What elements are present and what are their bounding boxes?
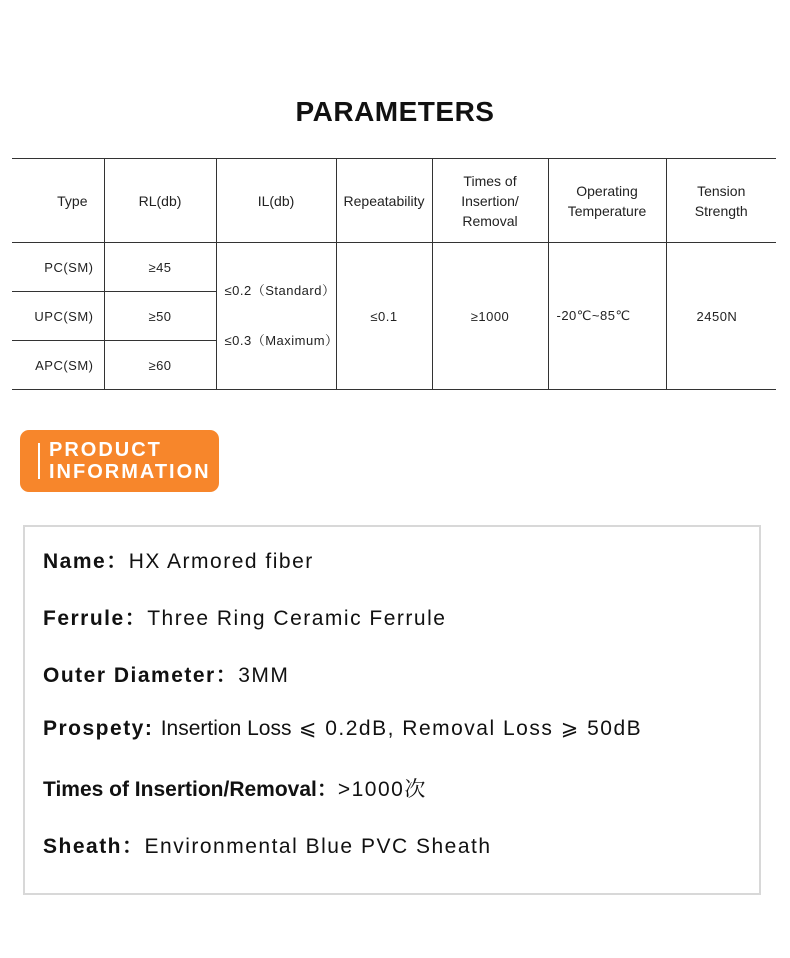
info-ferrule — [43, 602, 446, 632]
product-information-badge — [20, 430, 219, 492]
header-rl: RL(db) — [104, 159, 216, 243]
header-temp-line2: Temperature — [567, 202, 647, 219]
badge-text — [49, 439, 211, 483]
ferrule-value: Three Ring Ceramic Ferrule — [147, 607, 447, 630]
temperature-cell: -20℃~85℃ — [548, 243, 666, 390]
info-sheath — [43, 830, 492, 860]
info-prospety — [43, 716, 642, 741]
header-times-line1: Times of — [463, 172, 517, 189]
rl-cell: ≥50 — [104, 292, 216, 341]
type-cell: PC(SM) — [12, 243, 104, 292]
il-maximum: ≤0.3（Maximum） — [224, 333, 339, 348]
header-times — [432, 159, 548, 243]
page-title: PARAMETERS — [295, 96, 495, 127]
rl-cell: ≥60 — [104, 341, 216, 390]
sheath-label: Sheath： — [43, 835, 145, 858]
name-value: HX Armored fiber — [128, 550, 314, 573]
times-label: Times of Insertion/Removal： — [43, 778, 338, 801]
type-cell: UPC(SM) — [12, 292, 104, 341]
header-type: Type — [12, 159, 104, 243]
type-cell: APC(SM) — [12, 341, 104, 390]
diameter-value: 3MM — [238, 664, 290, 687]
rl-cell: ≥45 — [104, 243, 216, 292]
product-info-box — [23, 525, 761, 895]
sheath-value: Environmental Blue PVC Sheath — [144, 835, 492, 858]
table-row — [12, 243, 776, 292]
prospety-label: Prospety: — [43, 717, 161, 740]
badge-line1: PRODUCT — [49, 439, 162, 461]
badge-line2: INFORMATION — [49, 461, 211, 483]
diameter-label: Outer Diameter： — [43, 664, 239, 687]
ferrule-label: Ferrule： — [43, 607, 148, 630]
name-label: Name： — [43, 550, 129, 573]
header-repeatability: Repeatability — [336, 159, 432, 243]
header-times-line2: Insertion/ — [461, 192, 519, 209]
badge-divider — [38, 443, 40, 479]
info-name — [43, 545, 314, 575]
header-times-line3: Removal — [462, 212, 518, 229]
il-standard: ≤0.2（Standard） — [224, 283, 336, 298]
prospety-value-b: ⩽ 0.2dB, Removal Loss ⩾ 50dB — [298, 717, 643, 740]
times-value: >1000次 — [337, 778, 427, 801]
header-il: IL(db) — [216, 159, 336, 243]
info-times — [43, 773, 427, 803]
header-tension — [666, 159, 776, 243]
tension-cell: 2450N — [666, 243, 776, 390]
header-temperature — [548, 159, 666, 243]
header-tension-line2: Strength — [694, 202, 748, 219]
header-temp-line1: Operating — [576, 182, 638, 199]
times-cell: ≥1000 — [432, 243, 548, 390]
header-tension-line1: Tension — [697, 182, 746, 199]
table-header-row — [12, 159, 776, 243]
prospety-value-a: Insertion Loss — [160, 717, 292, 740]
il-cell — [216, 243, 339, 390]
repeatability-cell: ≤0.1 — [336, 243, 432, 390]
info-outer-diameter — [43, 659, 289, 689]
parameters-table — [12, 158, 776, 390]
